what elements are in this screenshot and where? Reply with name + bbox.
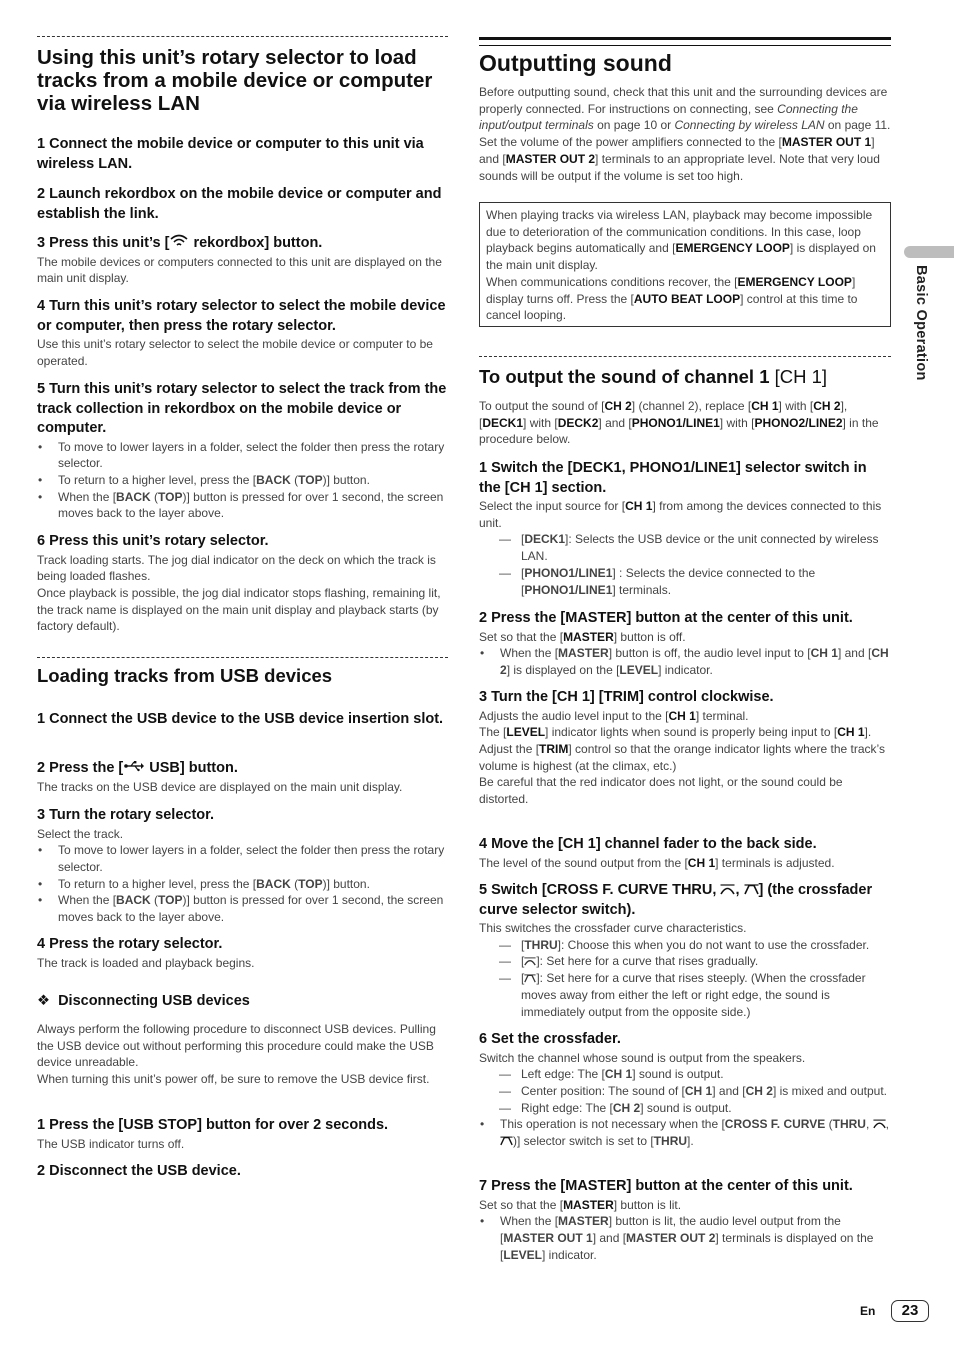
text: ] button is off, the audio level input to [ — [608, 646, 811, 661]
disconnect-body — [37, 1021, 448, 1088]
wlan-step-1 — [37, 135, 448, 174]
title-text: To output the sound of channel 1 — [479, 366, 775, 387]
text: ] in the procedure below. — [479, 415, 879, 447]
cross-reference: Connecting by wireless LAN — [674, 118, 825, 133]
step-body: The USB indicator turns off. — [37, 1136, 185, 1151]
disconnect-heading — [37, 992, 448, 1012]
text: ] is displayed on the main unit display. — [486, 241, 876, 273]
key-label: DECK1 — [524, 532, 566, 547]
step-heading: 6 Press this unit’s rotary selector. — [37, 533, 269, 549]
text: ] and [ — [598, 415, 632, 430]
wlan-step-5 — [37, 380, 448, 522]
text: ] control at this time to cancel looping. — [486, 291, 858, 323]
key-label: EMERGENCY LOOP — [675, 241, 790, 256]
text: ] from among the devices connected to this unit. — [479, 499, 882, 530]
key-label: THRU — [832, 1117, 866, 1132]
key-label: CROSS F. CURVE — [724, 1117, 826, 1132]
key-label: CH 2 — [604, 399, 632, 413]
step-heading: 3 Turn the [CH 1] [TRIM] control clockwise. — [479, 689, 774, 705]
bullet-item — [37, 876, 448, 893]
step-heading: 1 Connect the mobile device or computer to this unit via wireless LAN. — [37, 136, 424, 172]
text: ] terminals to an appropriate level. Note that very loud sounds will be output if the volume is set too high. — [479, 151, 880, 183]
subsection-title-text: Disconnecting USB devices — [58, 993, 250, 1009]
text: ( — [290, 472, 299, 487]
text: ]: Set here for a curve that rises steeply. (When the crossfader moves away from either the left or right edge, the sound is immediately output from the opposite side.) — [521, 971, 866, 1019]
ch1-step-2 — [479, 609, 891, 679]
text: ] button is off. — [613, 629, 686, 644]
key-label: MASTER — [558, 1214, 609, 1229]
section-divider — [37, 657, 448, 658]
curve-gradual-icon — [720, 884, 735, 895]
step-heading — [37, 234, 448, 254]
dash-item — [479, 1100, 891, 1117]
bullet-item — [37, 489, 448, 522]
text: Adjust the [ — [479, 741, 540, 756]
wlan-step-6 — [37, 532, 448, 635]
step-body: This switches the crossfader curve characteristics. — [479, 921, 747, 935]
text: When the [ — [500, 1214, 559, 1229]
wlan-title: Using this unit’s rotary selector to load tracks from a mobile device or computer via wireless LAN — [37, 46, 433, 115]
bullet-item — [479, 1213, 891, 1263]
rule-thick — [479, 37, 891, 43]
text: ] is displayed on the [ — [506, 662, 620, 677]
text: ]. — [864, 725, 872, 740]
bullet-item — [479, 645, 891, 678]
text: ] is mixed and output. — [772, 1083, 888, 1098]
dash-item — [479, 937, 891, 954]
step-body: Track loading starts. The jog dial indicator on the deck on which the track is being loaded flashes. — [37, 552, 436, 584]
step-heading: 4 Press the rotary selector. — [37, 936, 223, 952]
key-label: DECK1 — [482, 415, 524, 430]
note-paragraph — [486, 274, 884, 324]
dash-item — [479, 1083, 891, 1100]
key-label: BACK — [256, 472, 291, 487]
text: ] (channel 2), replace [ — [631, 399, 752, 413]
text: Right edge: The [ — [521, 1100, 613, 1115]
paragraph: When turning this unit’s power off, be sure to remove the USB device first. — [37, 1072, 430, 1087]
text: ( — [290, 876, 299, 891]
key-label: MASTER — [558, 646, 609, 661]
ch1-step-5 — [479, 881, 891, 1020]
step-heading: 5 Turn this unit’s rotary selector to select the track from the track collection in rekordbox on the mobile device or computer. — [37, 381, 447, 436]
dash-item — [479, 565, 891, 598]
step-body: The track is loaded and playback begins. — [37, 955, 255, 970]
ch1-step-3 — [479, 688, 891, 808]
key-label: CH 2 — [813, 399, 841, 413]
key-label: CH 1 — [604, 1067, 633, 1082]
text: , — [865, 1117, 873, 1132]
step-heading — [37, 759, 448, 779]
title-channel: [CH 1] — [774, 366, 828, 387]
text: The [ — [479, 725, 507, 740]
text: ] and [ — [592, 1230, 627, 1245]
usb-step-4 — [37, 935, 448, 971]
paragraph: Always perform the following procedure to disconnect USB devices. Pulling the USB device out without performing this procedure could make the USB device unreadable. — [37, 1022, 436, 1070]
key-label: MASTER OUT 1 — [503, 1230, 593, 1245]
usb-section — [37, 665, 448, 687]
text: ] control so that the orange indicator lights where the track’s volume is highest (at the climax, etc.) — [479, 741, 885, 773]
paragraph — [479, 398, 891, 448]
curve-steep-icon — [524, 974, 536, 983]
text: When the [ — [58, 489, 117, 504]
text: [ — [521, 937, 525, 952]
step-body — [479, 498, 891, 531]
text: Before outputting sound, check that this unit and the surrounding devices are properly connected. For instructions on connecting, see — [479, 85, 888, 116]
disconnect-step-2 — [37, 1162, 448, 1182]
key-label: CH 1 — [625, 499, 653, 513]
text: Center position: The sound of [ — [521, 1083, 685, 1098]
text: Select the input source for [ — [479, 499, 626, 513]
key-label: MASTER OUT 1 — [781, 135, 872, 150]
text: ] with [ — [523, 415, 558, 430]
text: on page 11. — [824, 118, 891, 133]
key-label: TOP — [298, 876, 323, 891]
step-body: Use this unit’s rotary selector to select the mobile device or computer to be operated. — [37, 337, 433, 368]
diamond-icon: ❖ — [37, 993, 50, 1009]
text: ] terminals is adjusted. — [715, 855, 835, 870]
key-label: CH 1 — [810, 646, 838, 661]
page-number: 23 — [891, 1300, 929, 1322]
text: [ — [521, 971, 525, 986]
text: ] and [ — [837, 646, 872, 661]
step-heading: 2 Launch rekordbox on the mobile device or computer and establish the link. — [37, 186, 442, 222]
usb-icon — [123, 760, 145, 772]
paragraph — [479, 134, 891, 184]
ch1-step-1 — [479, 459, 891, 598]
step-heading: 2 Disconnect the USB device. — [37, 1163, 241, 1179]
note-box — [479, 202, 891, 327]
wlan-step-4 — [37, 297, 448, 369]
step-heading: 1 Switch the [DECK1, PHONO1/LINE1] selector switch in the [CH 1] section. — [479, 460, 867, 496]
key-label: CH 1 — [751, 399, 779, 413]
step-heading: 2 Press the [MASTER] button at the center of this unit. — [479, 610, 853, 626]
key-label: MASTER — [563, 629, 614, 644]
key-label: TOP — [298, 472, 323, 487]
key-label: BACK — [116, 489, 151, 504]
text: on page 10 or — [593, 118, 675, 133]
text: When playing tracks via wireless LAN, playback may become impossible due to deterioration of the communication conditions. In this case, loop playback begins automatically and [ — [486, 208, 873, 256]
step-heading: 4 Turn this unit’s rotary selector to select the mobile device or computer, then press the rotary selector. — [37, 298, 446, 334]
text: ] indicator lights when sound is properly being input to [ — [545, 725, 838, 740]
key-label: EMERGENCY LOOP — [737, 274, 852, 289]
text: )] button is pressed for over 1 second, the screen moves back to the layer above. — [58, 893, 444, 925]
text: This operation is not necessary when the [ — [500, 1117, 725, 1132]
side-tab-marker — [904, 246, 954, 258]
step-text: 3 Press this unit’s [ — [37, 235, 170, 251]
text: ] sound is output. — [632, 1067, 724, 1082]
step-heading: 1 Connect the USB device to the USB device insertion slot. — [37, 711, 444, 727]
key-label: PHONO1/LINE1 — [524, 565, 613, 580]
text: ] : Selects the device connected to the [ — [521, 565, 816, 597]
step-body: Once playback is possible, the jog dial indicator stops flashing, remaining lit, the track name is displayed on the main unit display and playback starts (by factory default). — [37, 585, 441, 634]
text: Set the volume of the power amplifiers connected to the [ — [479, 135, 782, 150]
key-label: TRIM — [539, 741, 569, 756]
key-label: MASTER OUT 2 — [505, 151, 596, 166]
text: ] terminals. — [612, 582, 672, 597]
key-label: CH 1 — [837, 725, 865, 740]
rule-thin — [479, 45, 891, 46]
text: When the [ — [500, 646, 559, 661]
dash-item — [479, 531, 891, 564]
side-tab-label: Basic Operation — [913, 265, 929, 381]
text: ( — [825, 1117, 833, 1132]
key-label: CH 1 — [684, 1083, 713, 1098]
key-label: MASTER — [563, 1197, 614, 1212]
text: ] and [ — [712, 1083, 746, 1098]
page-language: En — [860, 1304, 876, 1318]
step-text: , — [735, 882, 744, 898]
text: ] with [ — [778, 399, 814, 413]
curve-gradual-icon — [524, 957, 536, 966]
note-box-content — [479, 202, 891, 327]
usb-step-2 — [37, 759, 448, 795]
key-label: THRU — [524, 937, 558, 952]
title-rule — [479, 37, 891, 46]
key-label: LEVEL — [506, 725, 546, 740]
wlan-step-2 — [37, 185, 448, 224]
text: To output the sound of [ — [479, 399, 605, 413]
text: ]: Selects the USB device or the unit connected by wireless LAN. — [521, 532, 879, 564]
text: ]: Choose this when you do not want to use the crossfader. — [557, 937, 870, 952]
ch1-step-4 — [479, 835, 891, 871]
wireless-icon — [169, 234, 189, 248]
text: )] button is pressed for over 1 second, the screen moves back to the layer above. — [58, 489, 444, 521]
bullet-item — [37, 892, 448, 925]
key-label: CH 2 — [500, 646, 889, 677]
curve-gradual-icon — [873, 1119, 886, 1129]
curve-steep-icon — [744, 884, 759, 895]
cross-reference: Connecting the input/output terminals — [479, 101, 858, 133]
step-heading — [479, 881, 891, 920]
bullet-item — [37, 472, 448, 489]
ch1-step-6 — [479, 1030, 891, 1150]
text: ] indicator. — [542, 1247, 597, 1262]
step-heading: 1 Press the [USB STOP] button for over 2 seconds. — [37, 1117, 389, 1133]
step-body — [479, 1197, 891, 1214]
wlan-step-3 — [37, 234, 448, 287]
text: ] indicator. — [658, 662, 713, 677]
text: Set so that the [ — [479, 629, 564, 644]
key-label: PHONO1/LINE1 — [524, 582, 613, 597]
step-body — [479, 708, 891, 725]
text: ], [ — [479, 399, 848, 430]
step-body — [479, 724, 891, 741]
step-text: 2 Press the [ — [37, 760, 124, 776]
usb-step-3 — [37, 806, 448, 926]
key-label: BACK — [256, 876, 291, 891]
step-heading: 4 Move the [CH 1] channel fader to the back side. — [479, 836, 817, 852]
text: , — [885, 1117, 889, 1132]
key-label: DECK2 — [557, 415, 599, 430]
key-label: PHONO1/LINE1 — [631, 415, 720, 430]
key-label: LEVEL — [503, 1247, 543, 1262]
step-heading: 3 Turn the rotary selector. — [37, 807, 215, 823]
subsection-title — [37, 992, 448, 1012]
text: ]: Set here for a curve that rises gradually. — [536, 954, 759, 969]
outputting-sound-body — [479, 84, 891, 184]
key-label: BACK — [116, 893, 151, 908]
text: [ — [521, 532, 525, 547]
text: The level of the sound output from the [ — [479, 855, 688, 870]
step-text: USB] button. — [145, 760, 238, 776]
text: [ — [521, 565, 525, 580]
ch1-intro — [479, 398, 891, 448]
text: To return to a higher level, press the [ — [58, 876, 257, 891]
text: )] selector switch is set to [ — [513, 1134, 654, 1149]
section-divider — [479, 356, 891, 357]
dash-item — [479, 1066, 891, 1083]
text: ] display turns off. Press the [ — [486, 274, 856, 306]
key-label: CH 1 — [687, 855, 716, 870]
text: Adjusts the audio level input to the [ — [479, 708, 669, 723]
text: ] sound is output. — [640, 1100, 732, 1115]
outputting-sound-section — [479, 50, 891, 76]
step-text: 5 Switch [CROSS F. CURVE THRU, — [479, 882, 721, 898]
key-label: CH 2 — [745, 1083, 773, 1098]
step-body: Select the track. — [37, 826, 124, 841]
text: ] terminal. — [695, 708, 749, 723]
step-body — [479, 629, 891, 646]
text: )] button. — [322, 472, 370, 487]
step-body: Be careful that the red indicator does not light, or the sound could be distorted. — [479, 775, 843, 807]
text: ] button is lit. — [613, 1197, 682, 1212]
text: Left edge: The [ — [521, 1067, 605, 1082]
text: When the [ — [58, 893, 117, 908]
step-text: rekordbox] button. — [189, 235, 323, 251]
dash-item — [479, 970, 891, 1020]
bullet-item: • To move to lower layers in a folder, select the folder then press the rotary selector. — [37, 439, 448, 472]
usb-step-1 — [37, 710, 448, 730]
text: ( — [150, 893, 159, 908]
wlan-section — [37, 46, 448, 115]
key-label: AUTO BEAT LOOP — [633, 291, 741, 306]
text: When communications conditions recover, the [ — [486, 274, 738, 289]
note-paragraph — [486, 207, 884, 274]
text: To return to a higher level, press the [ — [58, 472, 257, 487]
text: Set so that the [ — [479, 1197, 564, 1212]
text: ] with [ — [719, 415, 755, 430]
key-label: PHONO2/LINE2 — [754, 415, 843, 430]
step-body: The mobile devices or computers connected to this unit are displayed on the main unit display. — [37, 254, 442, 286]
ch1-title — [479, 366, 891, 388]
key-label: CH 2 — [612, 1100, 641, 1115]
text: )] button. — [322, 876, 370, 891]
key-label: LEVEL — [619, 662, 659, 677]
dash-item — [479, 953, 891, 970]
step-body: The tracks on the USB device are displayed on the main unit display. — [37, 779, 403, 794]
ch1-step-7 — [479, 1177, 891, 1263]
key-label: TOP — [158, 489, 183, 504]
key-label: MASTER OUT 2 — [626, 1230, 716, 1245]
usb-title: Loading tracks from USB devices — [37, 665, 333, 686]
disconnect-step-1 — [37, 1116, 448, 1152]
section-divider — [37, 36, 448, 37]
step-heading: 7 Press the [MASTER] button at the center of this unit. — [479, 1178, 853, 1194]
step-body — [479, 741, 891, 774]
curve-steep-icon — [500, 1136, 513, 1146]
text: [ — [521, 954, 525, 969]
bullet-item: • To move to lower layers in a folder, select the folder then press the rotary selector. — [37, 842, 448, 875]
paragraph — [479, 84, 891, 134]
bullet-item — [479, 1116, 891, 1149]
text: ] terminals is displayed on the [ — [500, 1230, 874, 1262]
key-label: CH 1 — [668, 708, 696, 723]
step-body: Switch the channel whose sound is output from the speakers. — [479, 1050, 806, 1065]
step-text: ] (the crossfader curve selector switch). — [479, 882, 873, 918]
text: ]. — [687, 1134, 694, 1149]
text: ( — [150, 489, 159, 504]
outputting-sound-title: Outputting sound — [479, 50, 672, 76]
key-label: THRU — [653, 1134, 688, 1149]
text: ] button is lit, the audio level output from the [ — [500, 1214, 841, 1245]
key-label: TOP — [158, 893, 183, 908]
ch1-section — [479, 366, 891, 388]
step-body — [479, 855, 891, 872]
text: ] and [ — [479, 135, 875, 166]
step-heading: 6 Set the crossfader. — [479, 1031, 621, 1047]
